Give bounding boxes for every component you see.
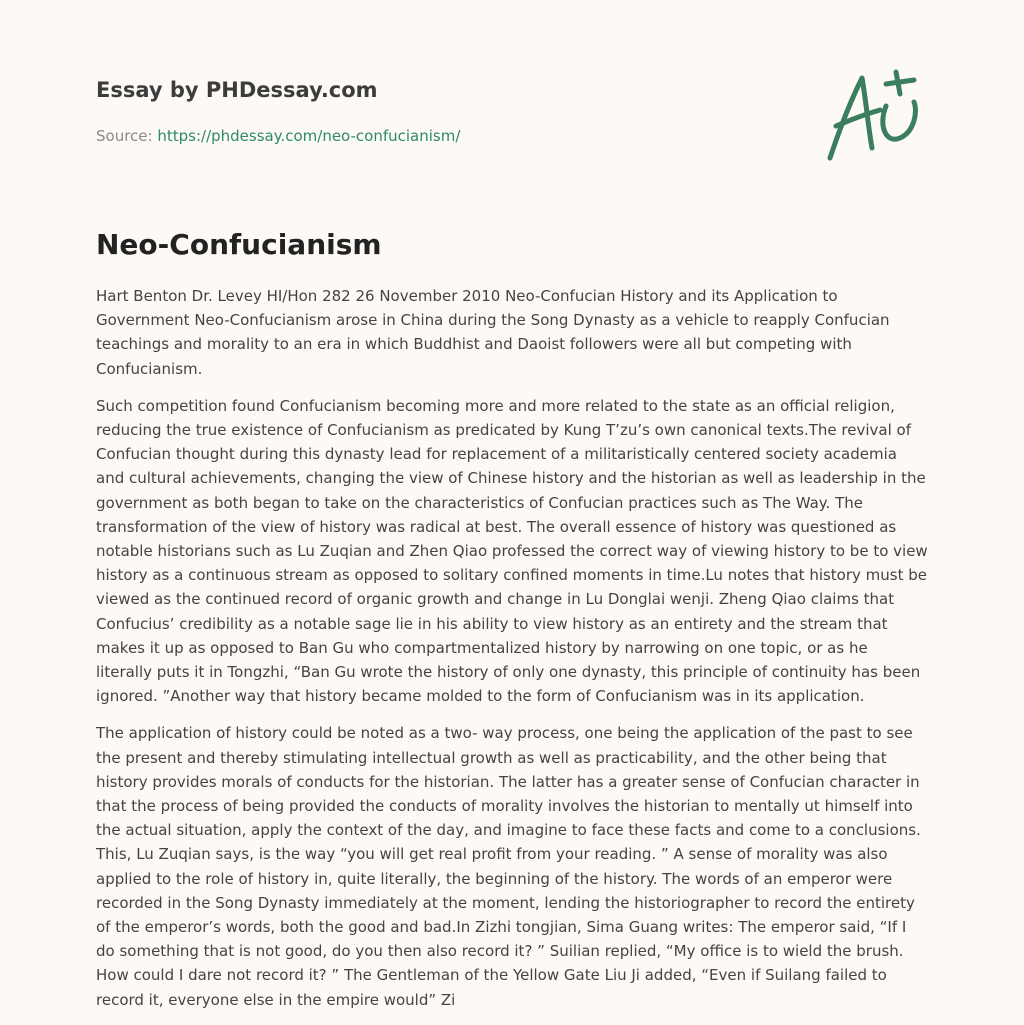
source-link[interactable]: https://phdessay.com/neo-confucianism/: [157, 127, 461, 145]
essay-paragraph: Such competition found Confucianism becoming more and more related to the state as an official religion, reducing the true existence of Confucianism as predicated by Kung T’zu’s own canonical texts.The revival of Confucian thought during this dynasty lead for replacement of a militaristically centered society academia and cultural achievements, changing the view of Chinese history and the historian as well as leadership in the government as both began to take on the characteristics of Confucian practices such as The Way. The transformation of the view of history was radical at best. The overall essence of history was questioned as notable historians such as Lu Zuqian and Zhen Qiao professed the correct way of viewing history to be to view history as a continuous stream as opposed to solitary confined moments in time.Lu notes that history must be viewed as the continued record of organic growth and change in Lu Donglai wenji. Zheng Qiao claims that Confucius’ credibility as a notable sage lie in his ability to view history as an entirety and the stream that makes it up as opposed to Ban Gu who compartmentalized history by narrowing on one topic, or as he literally puts it in Tongzhi, “Ban Gu wrote the history of only one dynasty, this principle of continuity has been ignored. ”Another way that history became molded to the form of Confucianism was in its application.: [96, 396, 928, 706]
source-label: Source:: [96, 127, 153, 145]
essay-paragraph: Hart Benton Dr. Levey HI/Hon 282 26 November 2010 Neo-Confucian History and its Application to Government Neo-Confucianism arose in China during the Song Dynasty as a vehicle to reapply Confucian teachings and morality to an era in which Buddhist and Daoist followers were all but competing with Confucianism.: [96, 287, 890, 378]
essay-paragraph: The application of history could be noted as a two- way process, one being the application of the past to see the present and thereby stimulating intellectual growth as well as practicability, and the other being that history provides morals of conducts for the historian. The latter has a greater sense of Confucian character in that the process of being provided the conducts of morality involves the historian to mentally ut himself into the actual situation, apply the context of the day, and imagine to face these facts and come to a conclusions. This, Lu Zuqian says, is the way “you will get real profit from your reading. ” A sense of morality was also applied to the role of history in, quite literally, the beginning of the history. The words of an emperor were recorded in the Song Dynasty immediately at the moment, lending the historiographer to record the entirety of the emperor’s words, both the good and bad.In Zizhi tongjian, Sima Guang writes: The emperor said, “If I do something that is not good, do you then also record it? ” Suilian replied, “My office is to wield the brush. How could I dare not record it? ” The Gentleman of the Yellow Gate Liu Ji added, “Even if Suilang failed to record it, everyone else in the empire would” Zi: [96, 724, 921, 1009]
a-plus-grade-icon: [822, 66, 932, 166]
site-brand: Essay by PHDessay.com: [96, 78, 378, 102]
essay-body: [96, 284, 928, 1025]
source-line: [96, 126, 460, 146]
essay-header: [96, 76, 926, 145]
essay-title: Neo-Confucianism: [96, 228, 382, 261]
